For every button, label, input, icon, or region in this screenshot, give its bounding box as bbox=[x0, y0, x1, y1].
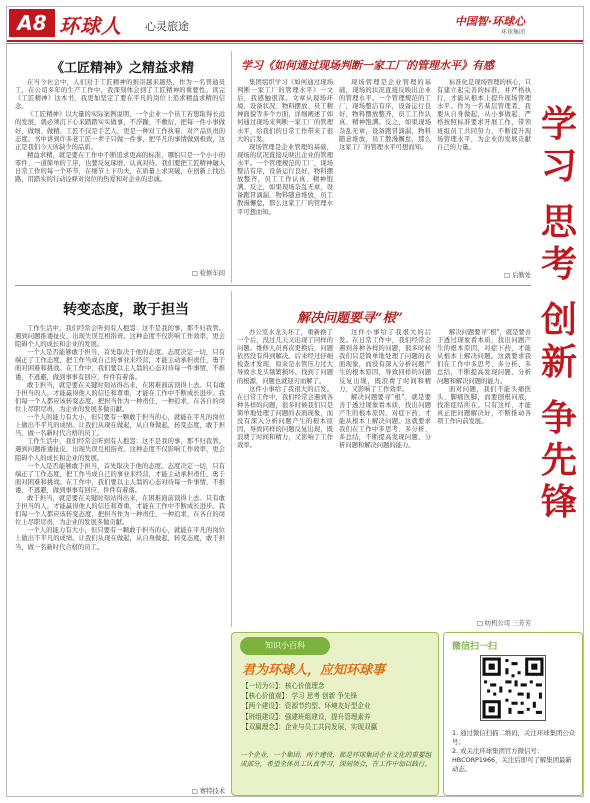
qr-code-icon[interactable] bbox=[480, 655, 546, 721]
article4-body-col1 bbox=[237, 329, 333, 627]
knowledge-description: 一个企业、一个集团，两个建设，都是环球集团企业文化的重要组成部分，希望全体员工认真学习，深刻领会，在工作中加以践行。 bbox=[240, 751, 432, 769]
article1-byline: □ 检修车间 bbox=[191, 270, 225, 277]
article3-byline: □ 赛特技术 bbox=[191, 788, 225, 795]
article3-paragraph: 一个人是否能够敢于担当，首先取决于他的态度。态度决定一切，只有端正了工作态度，把工作当成自己的事业来经营，才能主动承担责任，勇于面对困难和挑战。在工作中，我们要以主人翁的心态对待每一件事情，不推诿、不逃避，做到事事有回应、件件有着落。 bbox=[15, 462, 225, 494]
newspaper-page bbox=[6, 6, 584, 797]
slogan-char: 思 bbox=[540, 201, 577, 243]
article3-paragraph: 敢于担当，就是要在关键时刻站得出来，在困难面前顶得上去。只有敢于担当的人，才能赢得他人的信任和尊重，才能在工作中不断成长进步。我们每一个人都应该转变态度，把担当作为一种责任、一种追求，在各自的岗位上尽职尽责，为企业的发展多做贡献。 bbox=[15, 381, 225, 413]
slogan-char: 新 bbox=[540, 341, 577, 383]
article1-paragraph: 在当今社会中，人们对于工匠精神的推崇越来越热，作为一名普通员工，在公司多年的生产工作中，我深刻体会到了工匠精神的重要性。读完《工匠精神》这本书，我更加坚定了要在平凡的岗位上追求精益求精的信念。 bbox=[15, 79, 225, 111]
article3-paragraph: 工作生活中，我们经常会听到有人抱怨：这不是我的事，那不归我管。遇到问题推诿扯皮，出现失误互相指责。这种态度不仅影响工作效率，更会阻碍个人的成长和企业的发展。 bbox=[15, 325, 225, 349]
slogan-char: 创 bbox=[540, 299, 577, 341]
article4-paragraph: 办公室水龙头坏了，重新换了一个后，没过几天又出现了同样的问题。维修人员再次更换后，问题依然没有得到解决。后来经过仔细检查才发现，原来是水管压力过大导致水龙头频繁损坏。找到了问题的根源，问题也就迎刃而解了。 bbox=[237, 329, 333, 385]
knowledge-item: 【核心价值观】：学习 思考 创新 争先锋 bbox=[242, 692, 358, 701]
article2-body-col1 bbox=[237, 79, 333, 279]
article2-paragraph: 集团组织学习《如何通过现场判断一家工厂的管理水平》一文后，我感触很深。文章从现场环境、设备状况、物料摆放、员工精神面貌等多个方面，详细阐述了如何通过现场来判断一家工厂的管理水平，给我们的日常工作带来了很大的启发。 bbox=[237, 79, 333, 143]
article4-paragraph: 解决问题要寻“根”，就是要善于透过现象看本质，找出问题产生的根本原因，对症下药，才能从根本上解决问题。这就要求我们在工作中多思考、多分析、多总结，不断提高发现问题、分析问题和解决问题的能力。 bbox=[339, 393, 431, 450]
article4-paragraph: 解决问题要寻“根”，就是要善于透过现象看本质，找出问题产生的根本原因，对症下药，才能从根本上解决问题。这就要求我们在工作中多思考、多分析、多总结，不断提高发现问题、分析问题和解决问题的能力。 bbox=[437, 329, 531, 385]
article2-paragraph: 标准化是现场管理的核心，只有建立起完善的标准，并严格执行，才能从根本上提升现场管理水平。作为一名基层管理者，我要从自身做起，从小事做起，严格按照标准要求开展工作，带领班组员工共同努力，不断提升现场管理水平，为企业的发展贡献自己的力量。 bbox=[437, 79, 531, 151]
article1-body bbox=[15, 79, 225, 267]
slogan-char: 争 bbox=[540, 397, 577, 439]
brand-subtitle: 环球集团 bbox=[500, 29, 525, 36]
slogan-char: 学 bbox=[540, 103, 577, 145]
slogan-char: 考 bbox=[540, 243, 577, 285]
article2-body-col2 bbox=[339, 79, 431, 279]
article3-paragraph: 一个人的能力有大小，但只要有一颗敢于担当的心，就能在平凡的岗位上做出不平凡的成绩。让我们从现在做起，从自身做起，转变态度，敢于担当，做一名新时代合格的员工。 bbox=[15, 527, 225, 551]
article4-paragraph: 这件小事给了我很大的启发。在日常工作中，我们经常会遇到各种各样的问题，很多时候我们只是简单地处理了问题的表面现象，而没有深入分析问题产生的根本原因，导致同样的问题反复出现，既浪费了时间和精力，又影响了工作效率。 bbox=[237, 385, 333, 450]
article2-title: 学习《如何通过现场判断一家工厂的管理水平》有感 bbox=[241, 59, 494, 72]
paper-name: 环球人 bbox=[59, 14, 122, 38]
page-number: A8 bbox=[9, 9, 55, 37]
knowledge-title: 君为环球人，应知环球事 bbox=[242, 663, 386, 678]
article2-paragraph: 现场管理是企业管理的基础，现场的状况直接反映出企业的管理水平。一个管理规范的工厂，现场整洁有序，设备运行良好，物料摆放整齐，员工工作认真、精神饱满。反之，如果现场杂乱无章，设备跑冒滴漏，物料随意堆放，员工散漫懈怠，那么这家工厂的管理水平可想而知。 bbox=[237, 143, 333, 216]
knowledge-item: 【一切为公】：核心价值理念 bbox=[242, 682, 325, 690]
article4-paragraph: 这件小事给了我很大的启发。在日常工作中，我们经常会遇到各种各样的问题，很多时候我们只是简单地处理了问题的表面现象，而没有深入分析问题产生的根本原因，导致同样的问题反复出现，既浪费了时间和精力，又影响了工作效率。 bbox=[339, 329, 431, 393]
article2-body-col3 bbox=[437, 79, 531, 269]
knowledge-box bbox=[231, 632, 439, 796]
article3-paragraph: 一个人是否能够敢于担当，首先取决于他的态度。态度决定一切，只有端正了工作态度，把工作当成自己的事业来经营，才能主动承担责任，勇于面对困难和挑战。在工作中，我们要以主人翁的心态对待每一件事情，不推诿、不逃避，做到事事有回应、件件有着落。 bbox=[15, 349, 225, 381]
article4-body-col3 bbox=[437, 329, 531, 617]
article4-paragraph: 面对问题，我们不能头痛医头、脚痛医脚，而要刨根问底，找准症结所在。只有这样，才能真正把问题解决好，不断推动各项工作向前发展。 bbox=[437, 385, 531, 426]
article4-byline: □ 纺机公司 三芳芳 bbox=[476, 620, 531, 627]
knowledge-item: 【班组建设】：强建班组建设，提升管理素养 bbox=[242, 712, 371, 721]
article4-body-col2 bbox=[339, 329, 431, 627]
article2-byline: □ 后勤处 bbox=[504, 272, 531, 279]
knowledge-badge: 知识小百科 bbox=[240, 637, 330, 655]
article1-paragraph: 《工匠精神》以大量的实际案例说明，一个企业一个员工若想取得长远的发展，就必须沉下心来踏踏实实做事，不浮躁、不敷衍，把每一件小事做好、做细、做精。工匠不仅是手艺人，更是一种对工作执着、对产品负责的态度。书中讲到许多老工匠一辈子只做一件事，把平凡的事情做到极致，这正是我们今天所缺少的品质。 bbox=[15, 111, 225, 151]
article3-paragraph: 工作生活中，我们经常会听到有人抱怨：这不是我的事，那不归我管。遇到问题推诿扯皮，出现失误互相指责。这种态度不仅影响工作效率，更会阻碍个人的成长和企业的发展。 bbox=[15, 438, 225, 462]
slogan-char: 锋 bbox=[540, 481, 577, 523]
section-divider bbox=[15, 285, 531, 286]
column-divider bbox=[231, 291, 232, 627]
article3-body bbox=[15, 325, 225, 787]
qr-instructions bbox=[452, 729, 578, 774]
article3-title: 转变态度，敢于担当 bbox=[63, 302, 189, 318]
knowledge-item: 【双赢理念】：企业与员工共同发展，实现双赢 bbox=[242, 722, 378, 731]
wechat-qr-box bbox=[443, 632, 583, 796]
qr-step: 2. 或关注环球集团官方微信号：HBCORP1966，关注后即可了解集团最新动态。 bbox=[452, 747, 572, 773]
qr-step: 1. 通过微信扫描二维码，关注环球集团公众号； bbox=[452, 729, 576, 746]
knowledge-list bbox=[242, 681, 432, 732]
article2-paragraph: 现场管理是企业管理的基础，现场的状况直接反映出企业的管理水平。一个管理规范的工厂，现场整洁有序，设备运行良好，物料摆放整齐，员工工作认真、精神饱满。反之，如果现场杂乱无章，设备跑冒滴漏，物料随意堆放，员工散漫懈怠，那么这家工厂的管理水平可想而知。 bbox=[339, 79, 431, 151]
qr-heading: 微信扫一扫 bbox=[452, 642, 498, 652]
brand-logo: 中国智·环球心 bbox=[454, 15, 525, 28]
article4-title: 解决问题要寻“根” bbox=[297, 311, 403, 326]
column-divider bbox=[231, 51, 232, 283]
article1-title: 《工匠精神》之精益求精 bbox=[51, 61, 195, 76]
header-rule-thin bbox=[7, 43, 584, 44]
header-rule bbox=[7, 40, 584, 42]
article3-paragraph: 敢于担当，就是要在关键时刻站得出来，在困难面前顶得上去。只有敢于担当的人，才能赢得他人的信任和尊重，才能在工作中不断成长进步。我们每一个人都应该转变态度，把担当作为一种责任、一种追求，在各自的岗位上尽职尽责，为企业的发展多做贡献。 bbox=[15, 494, 225, 527]
slogan-char: 先 bbox=[540, 439, 577, 481]
slogan-char: 习 bbox=[540, 145, 577, 187]
article1-paragraph: 精益求精，就是要在工作中不断追求更高的标准，哪怕只是一个小小的零件、一道简单的工序，也要反复琢磨、认真对待。我们要把工匠精神融入日常工作的每一个环节，在细节上下功夫，在质量上求突破，在创新上找出路，用踏实的行动诠释对岗位的热爱和对企业的忠诚。 bbox=[15, 151, 225, 184]
knowledge-item: 【两个建设】：资源节约型、环境友好型企业 bbox=[242, 702, 371, 711]
article3-paragraph: 一个人的能力有大小，但只要有一颗敢于担当的心，就能在平凡的岗位上做出不平凡的成绩。让我们从现在做起，从自身做起，转变态度，敢于担当，做一名新时代合格的员工。 bbox=[15, 414, 225, 438]
page-header bbox=[7, 7, 584, 41]
section-name: 心灵旅途 bbox=[145, 20, 189, 33]
